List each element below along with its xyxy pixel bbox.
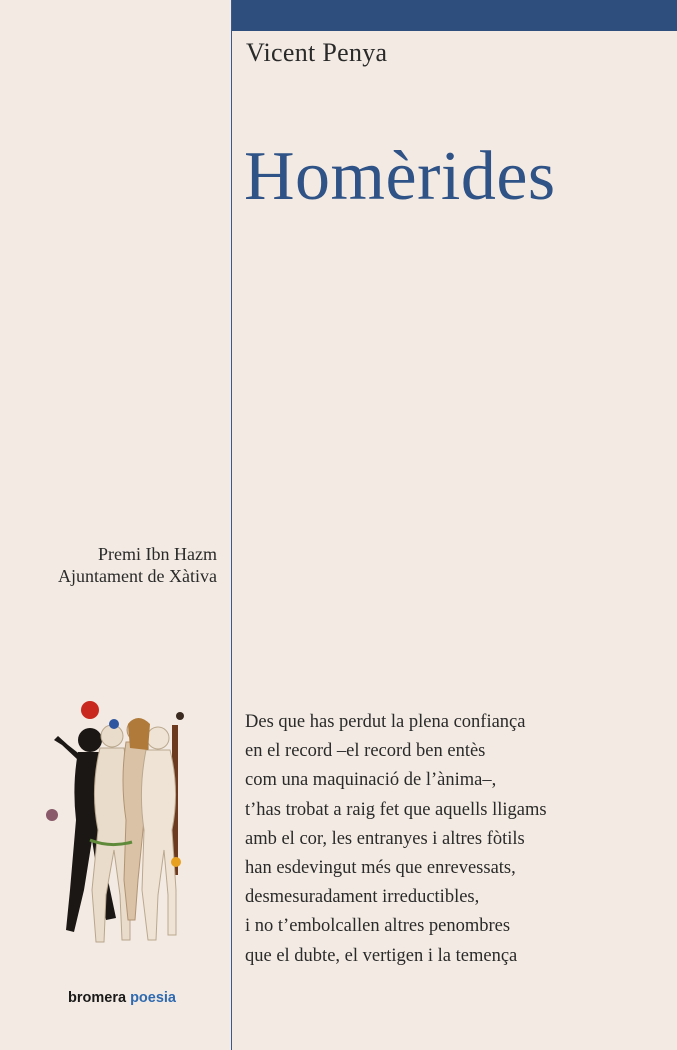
- author-name: Vicent Penya: [246, 38, 388, 67]
- poem-line: t’has trobat a raig fet que aquells lligams: [245, 799, 547, 820]
- poem-line: en el record –el record ben entès: [245, 741, 486, 762]
- hair-shape: [128, 718, 150, 750]
- painted-figures-illustration: [40, 690, 200, 955]
- poem-line: han esdevingut més que enrevessats,: [245, 858, 516, 879]
- poem-line: desmesuradament irreductibles,: [245, 887, 480, 908]
- publisher-name: bromera: [68, 990, 127, 1006]
- poem-line: com una maquinació de l’ànima–,: [245, 770, 497, 791]
- blue-flower-shape: [109, 719, 119, 729]
- poem-line: i no t’embolcallen altres penombres: [245, 916, 511, 937]
- vertical-divider-line: [231, 0, 232, 1050]
- publisher-logo: [68, 990, 176, 1006]
- award-prize-name: Premi Ibn Hazm: [98, 544, 217, 564]
- book-title: Homèrides: [244, 138, 556, 215]
- poem-line: que el dubte, el vertigen i la temença: [245, 945, 518, 966]
- award-block: [58, 543, 217, 587]
- red-fruit-shape: [81, 701, 99, 719]
- dark-flower-shape: [176, 712, 184, 720]
- purple-fruit-shape: [46, 809, 58, 821]
- poem-excerpt: [245, 708, 547, 971]
- award-organizer: Ajuntament de Xàtiva: [58, 566, 217, 586]
- top-color-bar: [232, 0, 677, 31]
- publisher-series: poesia: [130, 990, 176, 1006]
- poem-line: amb el cor, les entranyes i altres fòtils: [245, 828, 525, 849]
- pale-figure-right: [141, 727, 176, 940]
- yellow-fruit-shape: [171, 857, 181, 867]
- poem-line: Des que has perdut la plena confiança: [245, 712, 526, 732]
